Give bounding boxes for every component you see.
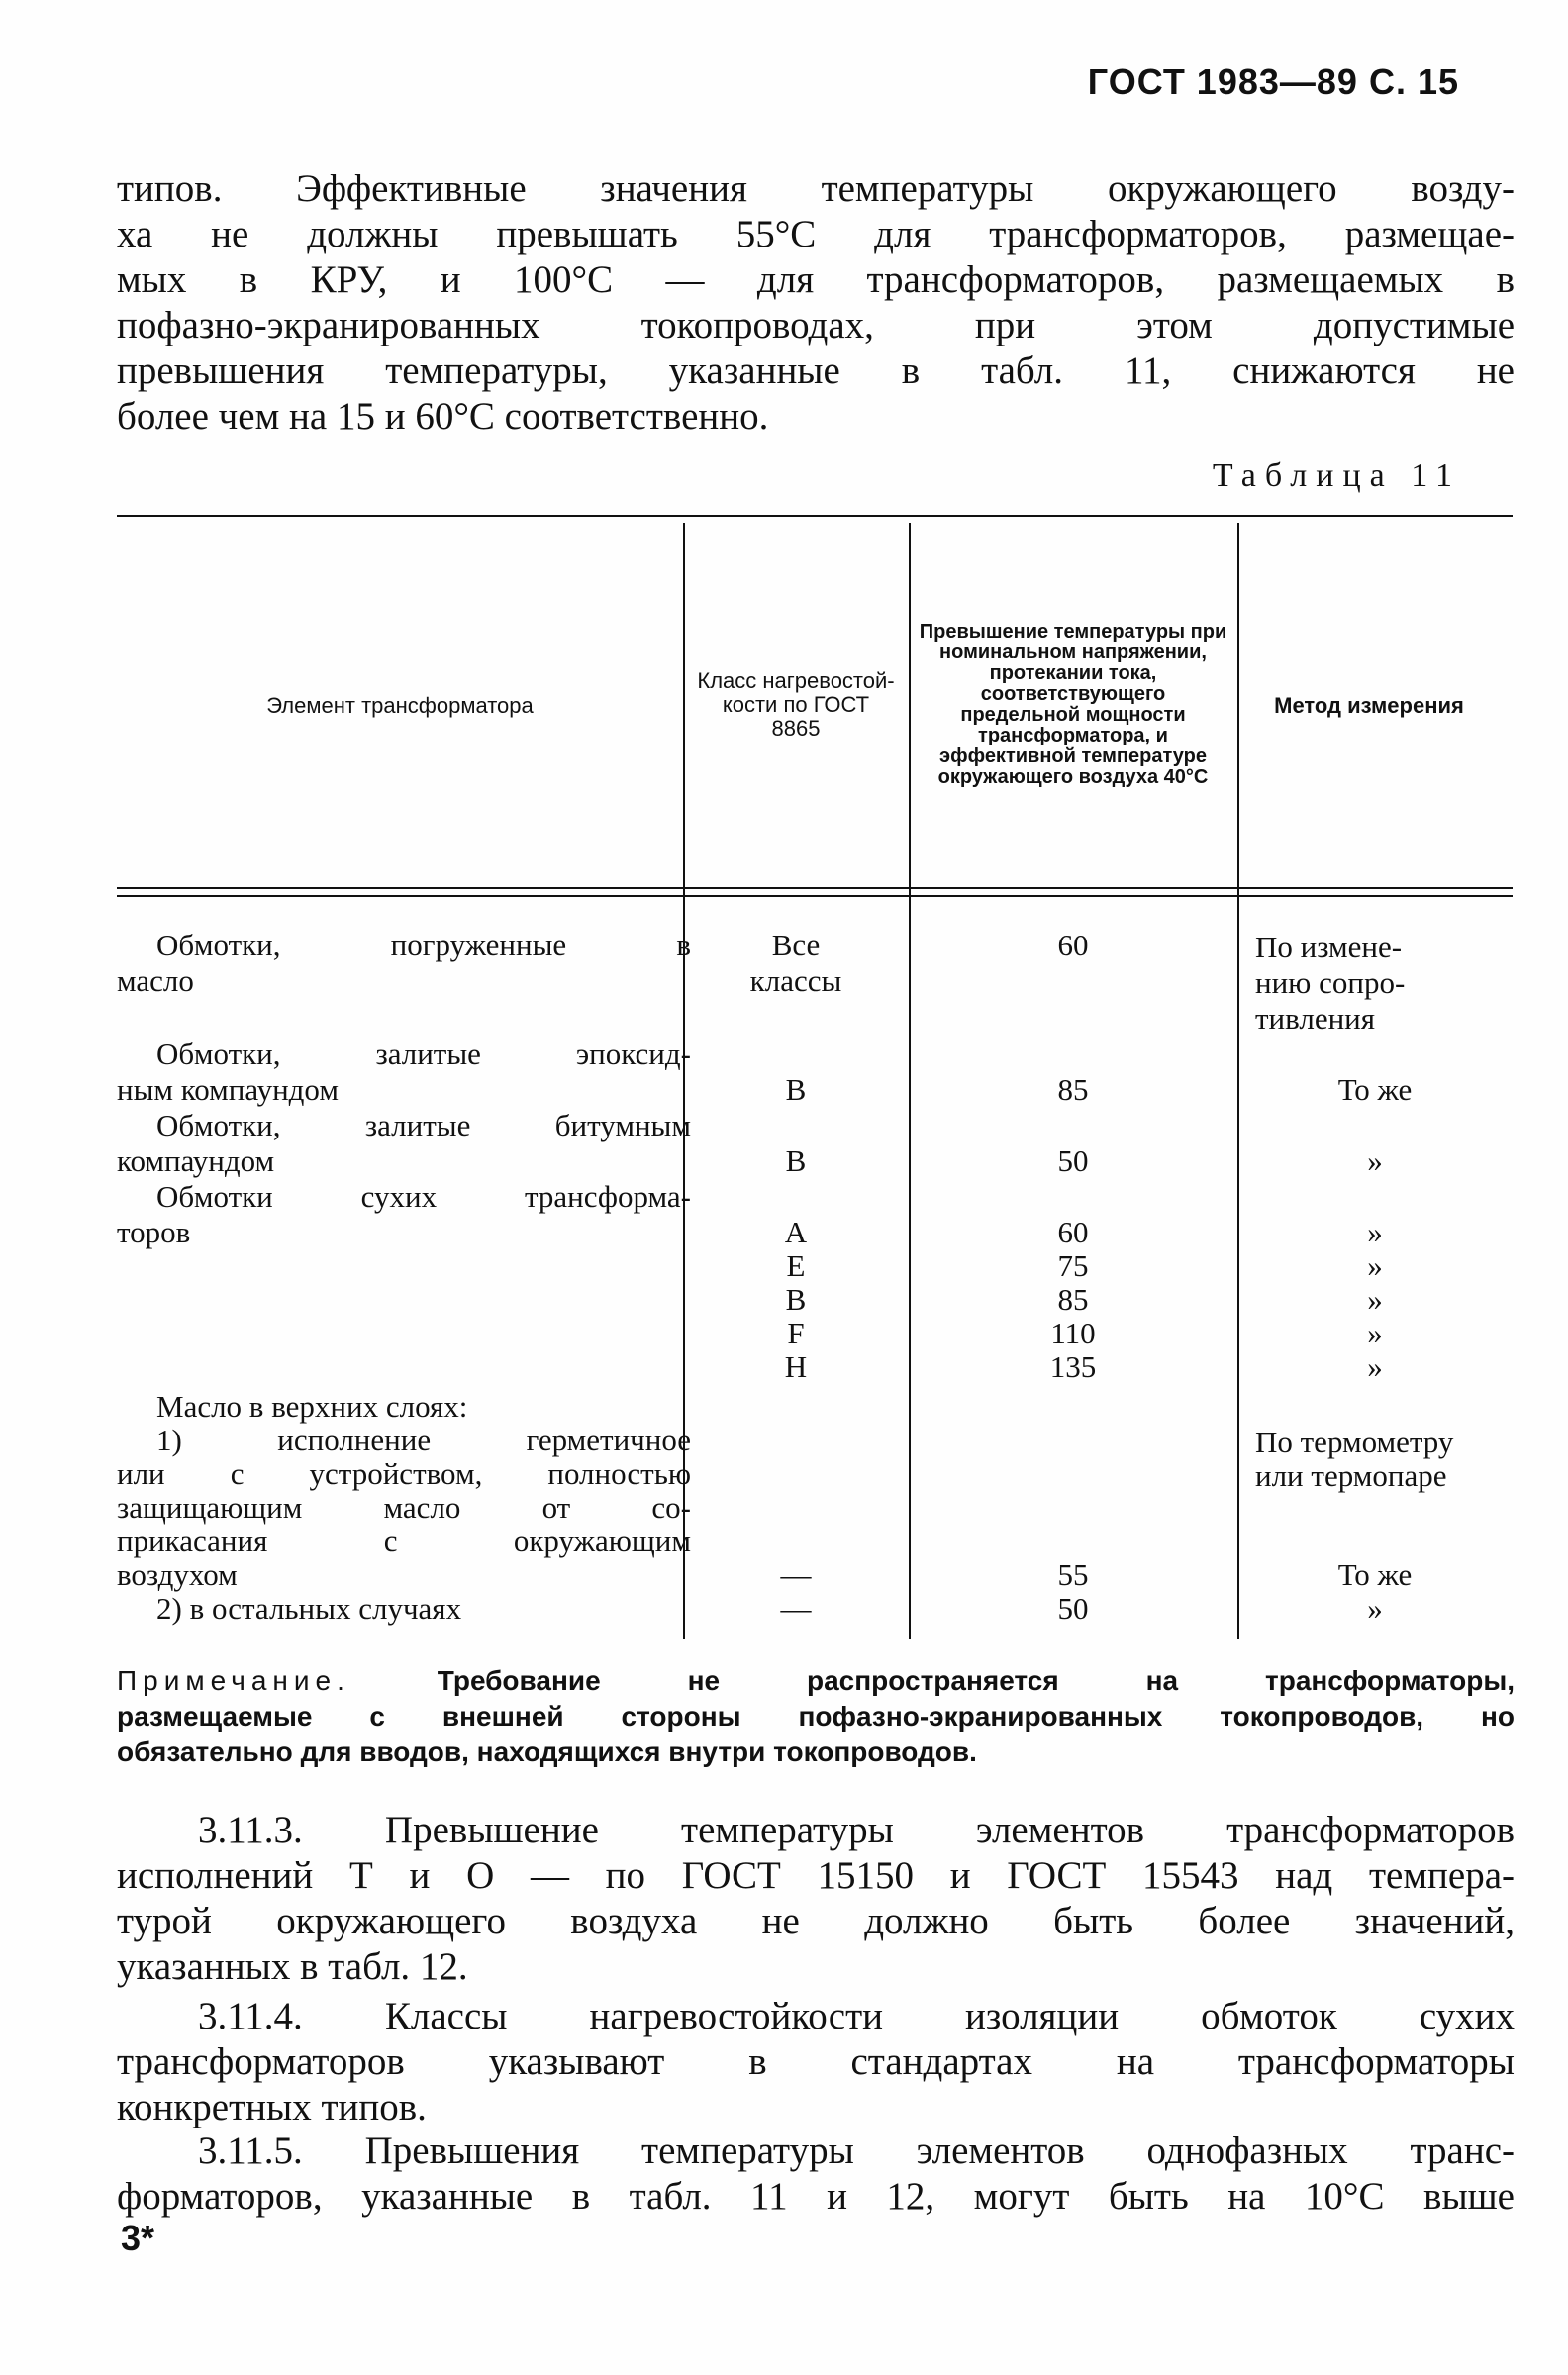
row-element-line: прикасания с окружающим <box>117 1524 691 1558</box>
row-value: 50 <box>1057 1143 1089 1178</box>
oil-value: 55 <box>1057 1557 1089 1592</box>
row-element-line: 1) исполнение герметичное <box>156 1423 691 1457</box>
oil-method: » <box>1367 1591 1383 1626</box>
row-element-line: Обмотки сухих трансформа- <box>156 1179 691 1214</box>
table-top-rule <box>117 515 1513 517</box>
text-line: указанных в табл. 12. <box>117 1945 468 1988</box>
header-element: Элемент трансформатора <box>266 692 534 718</box>
table-11 <box>117 515 1513 1643</box>
row-class: Все <box>771 928 821 962</box>
dry-class: A <box>784 1215 808 1249</box>
row-method: тивления <box>1255 1001 1376 1036</box>
row-element-line: воздухом <box>117 1557 238 1592</box>
oil-class: — <box>780 1591 812 1626</box>
dry-value: 110 <box>1050 1316 1096 1350</box>
row-element-line: или с устройством, полностью <box>117 1456 691 1491</box>
row-class: B <box>785 1143 807 1178</box>
text-line: 3.11.4. Классы нагревостойкости изоляции обмоток сухих <box>198 1995 1515 2037</box>
paragraph-3-11-3 <box>117 1808 1515 1990</box>
note-line: обязательно для вводов, находящихся внутри токопроводов. <box>117 1736 977 1767</box>
dry-value: 60 <box>1057 1215 1089 1249</box>
text-line: более чем на 15 и 60°С соответственно. <box>117 395 769 438</box>
header-method: Метод измерения <box>1274 692 1464 718</box>
dry-class: H <box>784 1349 808 1384</box>
note-line: размещаемые с внешней стороны пофазно-экранированных токопроводов, но <box>117 1701 1515 1732</box>
header-rule-double <box>117 895 1513 897</box>
note-line <box>117 1663 1515 1699</box>
note-text: Требование не распространяется на трансформаторы, <box>437 1665 1516 1696</box>
text-line: пофазно-экранированных токопроводах, при этом допустимые <box>117 304 1515 346</box>
paragraph-3-11-4 <box>117 1994 1515 2130</box>
text-line: мых в КРУ, и 100°С — для трансформаторов, размещаемых в <box>117 258 1515 301</box>
dry-method: » <box>1367 1282 1383 1317</box>
table-caption: Таблица 11 <box>1212 457 1461 494</box>
text-line: 3.11.3. Превышение температуры элементов трансформаторов <box>198 1809 1515 1851</box>
row-element-line: 2) в остальных случаях <box>156 1591 462 1626</box>
row-element-line: Масло в верхних слоях: <box>156 1389 468 1424</box>
text-line: конкретных типов. <box>117 2086 427 2128</box>
dry-class: E <box>786 1248 806 1283</box>
oil-class: — <box>780 1557 812 1592</box>
text-line: 3.11.5. Превышения температуры элементов однофазных транс- <box>198 2129 1515 2172</box>
dry-value: 75 <box>1057 1248 1089 1283</box>
table-note <box>117 1663 1515 1770</box>
dry-method: » <box>1367 1349 1383 1384</box>
dry-class: F <box>787 1316 805 1350</box>
text-line: превышения температуры, указанные в табл. 11, снижаются не <box>117 349 1515 392</box>
text-line: турой окружающего воздуха не должно быть более значений, <box>117 1900 1515 1942</box>
text-line: трансформаторов указывают в стандартах на трансформаторы <box>117 2040 1515 2083</box>
row-method: или термопаре <box>1255 1458 1447 1493</box>
row-method: По измене- <box>1255 930 1403 964</box>
text-line: форматоров, указанные в табл. 11 и 12, могут быть на 10°С выше <box>117 2175 1515 2218</box>
row-method: нию сопро- <box>1255 965 1406 1000</box>
dry-method: » <box>1367 1215 1383 1249</box>
row-method: По термометру <box>1255 1425 1454 1459</box>
row-element-line: масло <box>117 963 194 998</box>
text-line: ха не должны превышать 55°С для трансформаторов, размещае- <box>117 213 1515 255</box>
oil-method: То же <box>1337 1557 1413 1592</box>
header-excess: Превышение температуры при номинальном напряжении, протекании тока, соответствующего предельной мощности трансформатора, и эффективной температуре окружающего воздуха 40°С <box>919 621 1227 788</box>
header-class: Класс нагревостой-кости по ГОСТ 8865 <box>697 668 895 741</box>
intro-paragraph <box>117 166 1515 440</box>
dry-class: B <box>785 1282 807 1317</box>
row-element-line: Обмотки, залитые битумным <box>156 1108 691 1142</box>
row-element-line: ным компаундом <box>117 1072 339 1107</box>
row-method: » <box>1367 1143 1383 1178</box>
note-label: Примечание. <box>117 1665 350 1696</box>
dry-method: » <box>1367 1248 1383 1283</box>
row-class: B <box>785 1072 807 1107</box>
row-value: 85 <box>1057 1072 1089 1107</box>
row-element-line: компаундом <box>117 1143 275 1178</box>
row-element-line: Обмотки, залитые эпоксид- <box>156 1037 691 1071</box>
paragraph-3-11-5 <box>117 2128 1515 2220</box>
text-line: исполнений Т и О — по ГОСТ 15150 и ГОСТ 15543 над темпера- <box>117 1854 1515 1897</box>
text-line: типов. Эффективные значения температуры окружающего возду- <box>117 167 1515 210</box>
dry-value: 85 <box>1057 1282 1089 1317</box>
row-method: То же <box>1337 1072 1413 1107</box>
page-signature: 3* <box>121 2218 155 2258</box>
dry-method: » <box>1367 1316 1383 1350</box>
row-element-line: торов <box>117 1215 191 1249</box>
row-element-line: защищающим масло от со- <box>117 1490 691 1525</box>
oil-value: 50 <box>1057 1591 1089 1626</box>
header-rule <box>117 887 1513 889</box>
dry-value: 135 <box>1049 1349 1097 1384</box>
row-value: 60 <box>1057 928 1089 962</box>
row-class: классы <box>749 963 842 998</box>
page-header: ГОСТ 1983—89 С. 15 <box>1087 61 1459 102</box>
row-element-line: Обмотки, погруженные в <box>156 928 691 962</box>
